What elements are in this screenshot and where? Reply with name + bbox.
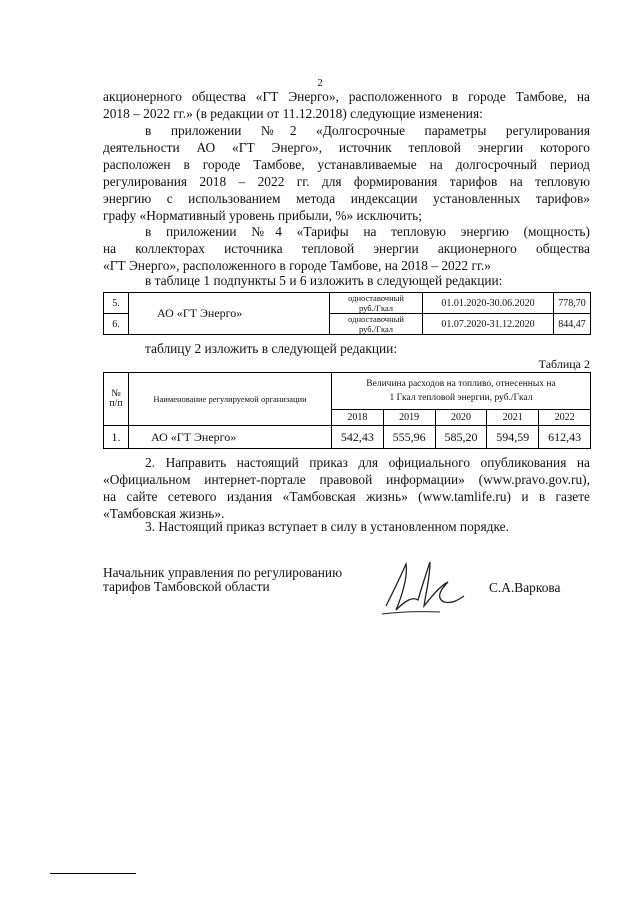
text-line: «Тамбовская жизнь».: [103, 506, 225, 521]
text-line: на сайте сетевого издания «Тамбовская жизнь» (www.tamlife.ru) и в газете: [103, 489, 590, 504]
organization-name: АО «ГТ Энерго»: [129, 426, 332, 449]
column-header-fuel-costs: Величина расходов на топливо, отнесенных на 1 Гкал тепловой энергии, руб./Гкал: [332, 373, 591, 410]
organization-name: АО «ГТ Энерго»: [129, 293, 330, 335]
text-line: «ГТ Энерго», расположенного в городе Тамбове, на 2018 – 2022 гг.»: [103, 258, 491, 273]
appendix-2-paragraph: [103, 122, 590, 224]
fuel-cost-value: 612,43: [539, 426, 591, 449]
column-header-number: № п/п: [104, 373, 129, 426]
tariff-period: 01.01.2020-30.06.2020: [423, 293, 554, 314]
tariff-unit: одноставочный руб./Гкал: [330, 293, 423, 314]
tariff-value: 778,70: [554, 293, 591, 314]
handwritten-signature: [378, 556, 468, 618]
fuel-cost-value: 542,43: [332, 426, 384, 449]
table1-intro: в таблице 1 подпункты 5 и 6 изложить в следующей редакции:: [145, 273, 503, 288]
column-header-organization: Наименование регулируемой организации: [129, 373, 332, 426]
tariff-table-1: [103, 292, 591, 335]
year-header: 2018: [332, 410, 384, 426]
footnote-divider: [50, 873, 136, 874]
table2-intro: таблицу 2 изложить в следующей редакции:: [145, 341, 398, 356]
text-line: расположен в городе Тамбове, устанавливаемые на долгосрочный период: [103, 157, 590, 172]
row-number: 1.: [104, 426, 129, 449]
text-line: 2. Направить настоящий приказ для официального опубликования на: [145, 455, 590, 470]
table2-caption: Таблица 2: [538, 357, 590, 371]
fuel-cost-value: 585,20: [435, 426, 487, 449]
text-line: акционерного общества «ГТ Энерго», расположенного в городе Тамбове, на: [103, 89, 590, 104]
page-number: 2: [317, 77, 323, 89]
year-header: 2019: [383, 410, 435, 426]
text-line: регулирования 2018 – 2022 гг. для формирования тарифов на тепловую: [103, 174, 590, 189]
text-line: деятельности АО «ГТ Энерго», источник тепловой энергии которого: [103, 140, 590, 155]
signatory-title: Начальник управления по регулированию тарифов Тамбовской области: [103, 565, 343, 594]
text-line: в приложении №4 «Тарифы на тепловую энергию (мощность): [145, 224, 590, 239]
text-line: в приложении №2 «Долгосрочные параметры регулирования: [145, 123, 590, 138]
row-number: 5.: [104, 293, 129, 314]
row-number: 6.: [104, 314, 129, 335]
fuel-cost-value: 555,96: [383, 426, 435, 449]
effective-date-paragraph: 3. Настоящий приказ вступает в силу в установленном порядке.: [145, 519, 509, 534]
appendix-4-paragraph: [103, 223, 590, 274]
table-row: [104, 293, 591, 314]
tariff-period: 01.07.2020-31.12.2020: [423, 314, 554, 335]
text-line: на коллекторах источника тепловой энергии акционерного общества: [103, 241, 590, 256]
text-line: 2018 – 2022 гг.» (в редакции от 11.12.2018) следующие изменения:: [103, 106, 483, 121]
text-line: «Официальном интернет-портале правовой информации» (www.pravo.gov.ru),: [103, 472, 590, 487]
tariff-value: 844,47: [554, 314, 591, 335]
year-header: 2020: [435, 410, 487, 426]
publication-paragraph: [103, 454, 590, 522]
fuel-cost-value: 594,59: [487, 426, 539, 449]
text-line: энергию с использованием метода индексации установленных тарифов»: [103, 191, 590, 206]
text-line: графу «Нормативный уровень прибыли, %» исключить;: [103, 208, 422, 223]
year-header: 2022: [539, 410, 591, 426]
signatory-name: С.А.Варкова: [489, 580, 561, 595]
tariff-unit: одноставочный руб./Гкал: [330, 314, 423, 335]
intro-paragraph: [103, 88, 590, 122]
table-row: [104, 426, 591, 449]
year-header: 2021: [487, 410, 539, 426]
fuel-cost-table-2: [103, 372, 591, 449]
table-header-row: [104, 373, 591, 410]
